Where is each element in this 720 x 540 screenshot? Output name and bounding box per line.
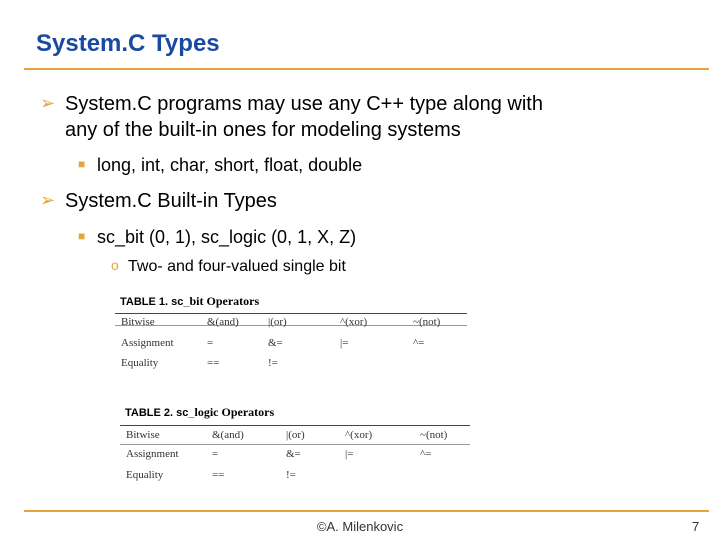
- circle-bullet-icon: o: [111, 257, 119, 273]
- bullet-2-sub: sc_bit (0, 1), sc_logic (0, 1, X, Z): [97, 227, 357, 247]
- bullet-1-line-1: System.C programs may use any C++ type along with: [65, 93, 543, 115]
- table-2-caption: TABLE 2. sc_logic Operators: [125, 405, 275, 419]
- page-number: 7: [692, 519, 700, 534]
- slide-title: System.C Types: [36, 30, 220, 57]
- bullet-arrow-icon: ➢: [40, 93, 56, 113]
- table-1-rule-top: [115, 313, 467, 314]
- footer-rule: [24, 510, 709, 512]
- table-1: TABLE 1. sc_bit Operators Bitwise &(and) |(or) ^(xor) ~(not) Assignment = &= |= ^= Equality == !=: [115, 292, 470, 372]
- bullet-2-subsub: Two- and four-valued single bit: [128, 258, 346, 275]
- table-1-caption: TABLE 1. sc_bit Operators: [120, 294, 260, 308]
- table-2-rule-mid: [120, 444, 470, 445]
- bullet-1-sub: long, int, char, short, float, double: [97, 155, 363, 175]
- square-bullet-icon: ■: [78, 157, 86, 171]
- bullet-1-line-2: any of the built-in ones for modeling systems: [65, 119, 461, 141]
- table-2: TABLE 2. sc_logic Operators Bitwise &(and) |(or) ^(xor) ~(not) Assignment = &= |= ^= Equality == !=: [120, 402, 475, 487]
- bullet-2: System.C Built-in Types: [65, 190, 277, 212]
- square-bullet-icon: ■: [78, 229, 86, 243]
- title-rule: [24, 68, 709, 70]
- bullet-arrow-icon: ➢: [40, 190, 56, 210]
- table-2-rule-top: [120, 425, 470, 426]
- footer-author: ©A. Milenkovic: [316, 519, 404, 534]
